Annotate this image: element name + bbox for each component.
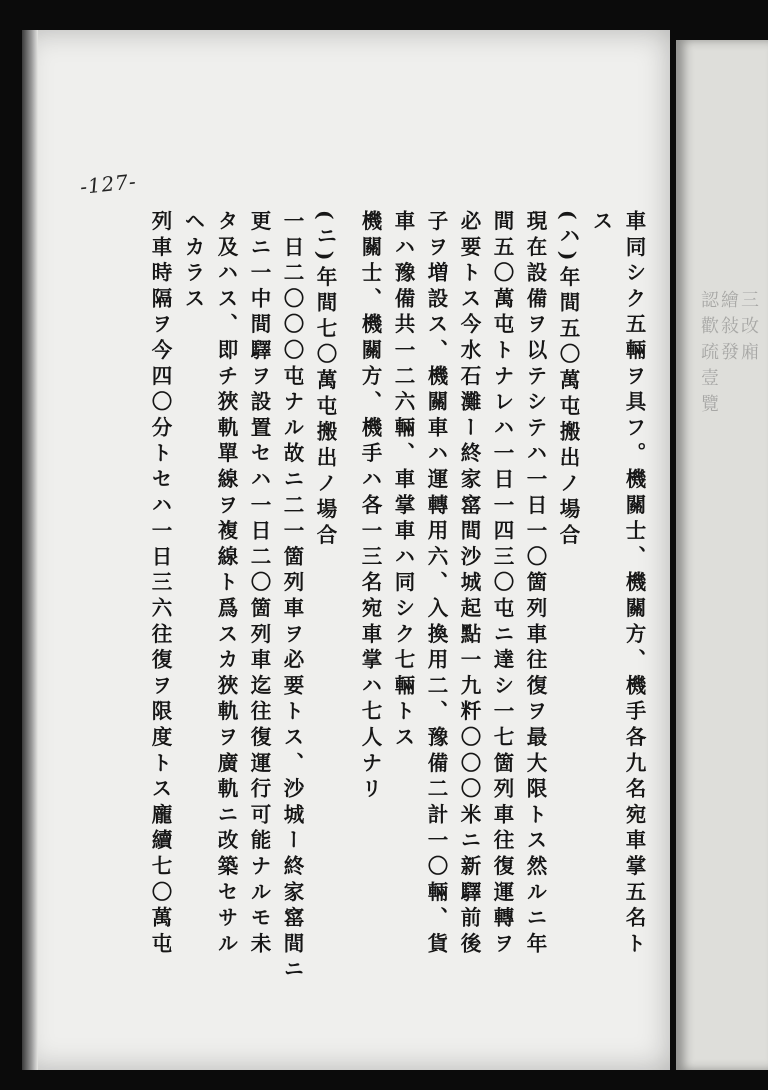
text-column: 車同シク五輛ヲ具フ。機關士、機關方、機手各九名宛車掌五名ト [622, 210, 646, 959]
text-column: 機關士、機關方、機手ハ各一三名宛車掌ハ七人ナリ [358, 210, 382, 804]
text-column: 一日二〇〇〇屯ナル故ニ二一箇列車ヲ必要トス、沙城ー終家窰間ニ [280, 210, 304, 984]
text-column: ス [589, 210, 613, 236]
text-column: 必要トス今水石灘ー終家窰間沙城起點一九粁〇〇〇米ニ新驛前後 [457, 210, 481, 959]
section-heading-ha: (ハ)年間五〇萬屯搬出ノ場合 [556, 210, 580, 550]
text-column: 間五〇萬屯トナレハ一日一四三〇屯ニ達シ一七箇列車往復運轉ヲ [490, 210, 514, 959]
text-column: 現在設備ヲ以テシテハ一日一〇箇列車往復ヲ最大限トス然ルニ年 [523, 210, 547, 959]
text-column: ヘカラス [181, 210, 205, 314]
text-column: 車ハ豫備共一二六輛、車掌車ハ同シク七輛トス [391, 210, 415, 752]
vertical-text-body [110, 210, 650, 984]
section-heading-ni: (ニ)年間七〇萬屯搬出ノ場合 [313, 210, 337, 550]
text-column: 列車時隔ヲ今四〇分トセハ一日三六往復ヲ限度トス龐續七〇萬屯 [148, 210, 172, 959]
text-column: 更ニ一中間驛ヲ設置セハ一日二〇箇列車迄往復運行可能ナルモ未 [247, 210, 271, 959]
bleed-column: 三改廂 [738, 290, 759, 368]
page-number: -127- [78, 169, 138, 199]
bleed-column: 認歡疏壹覽 [698, 290, 719, 420]
facing-page-bleed-through [697, 290, 757, 810]
text-column: タ及ハス、即チ狹軌單線ヲ複線ト爲スカ狹軌ヲ廣軌ニ改築セサル [214, 210, 238, 959]
text-column: 子ヲ増設ス、機關車ハ運轉用六、入換用二、豫備二計一〇輛、貨 [424, 210, 448, 959]
bleed-column: 繪敍發 [718, 290, 739, 368]
